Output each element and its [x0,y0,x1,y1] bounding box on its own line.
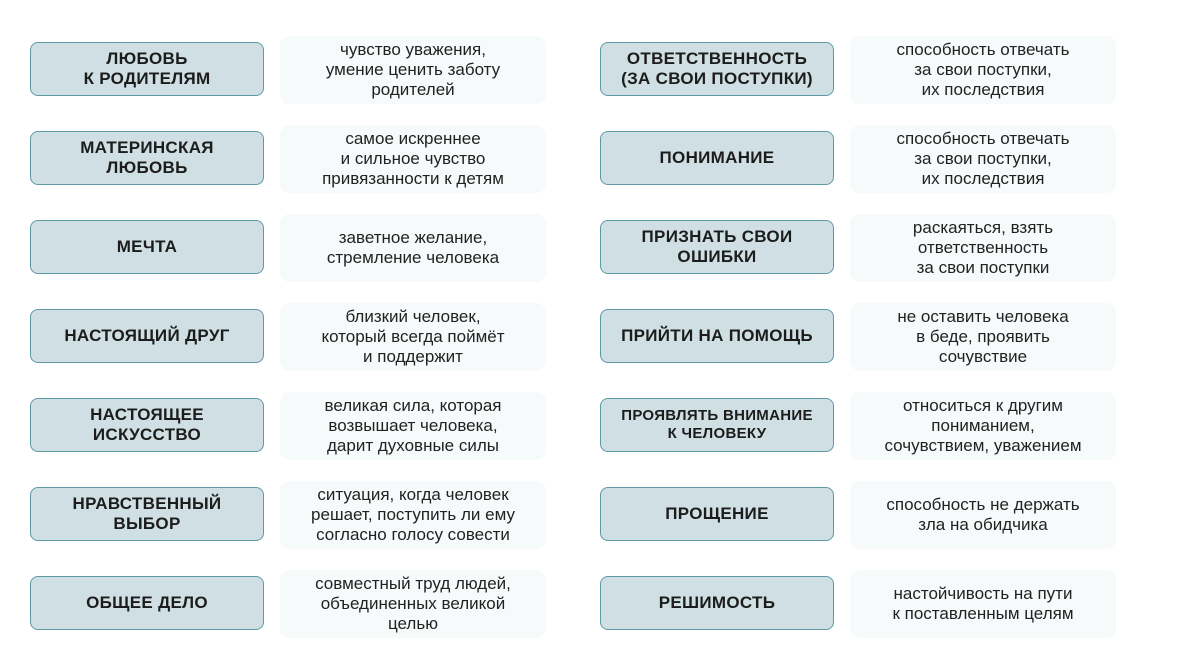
term-card [30,131,264,185]
term-card [600,398,834,452]
definition-text: совместный труд людей, объединенных великой целью [315,574,511,633]
term-card [30,42,264,96]
definition-card [850,392,1116,460]
definition-text: близкий человек, который всегда поймёт и поддержит [321,307,505,366]
term-card [600,220,834,274]
definition-card [280,481,546,549]
definition-text: раскаяться, взять ответственность за свои поступки [912,218,1054,277]
term-card [30,576,264,630]
definition-text: великая сила, которая возвышает человека, дарит духовные силы [324,396,502,455]
definition-card [850,214,1116,282]
definition-text: заветное желание, стремление человека [326,228,500,267]
term-card [600,131,834,185]
definition-card [850,303,1116,371]
term-label: ПОНИМАНИЕ [659,148,775,167]
term-card [30,309,264,363]
definition-text: способность не держать зла на обидчика [886,495,1080,534]
term-label: ПРИЗНАТЬ СВОИ ОШИБКИ [641,227,793,266]
definition-text: чувство уважения, умение ценить заботу родителей [325,40,501,99]
term-label: ПРИЙТИ НА ПОМОЩЬ [621,326,813,345]
term-card [30,220,264,274]
term-label: ОБЩЕЕ ДЕЛО [86,593,208,612]
definition-text: способность отвечать за свои поступки, их последствия [896,129,1070,188]
term-label: РЕШИМОСТЬ [658,593,776,612]
definition-card [280,125,546,193]
definition-card [850,125,1116,193]
term-label: НАСТОЯЩИЙ ДРУГ [64,326,230,345]
term-card [600,576,834,630]
term-card [30,487,264,541]
term-label: ЛЮБОВЬ К РОДИТЕЛЯМ [83,49,211,88]
term-label: НРАВСТВЕННЫЙ ВЫБОР [72,494,222,533]
term-label: ОТВЕТСТВЕННОСТЬ (ЗА СВОИ ПОСТУПКИ) [621,49,813,88]
definition-text: настойчивость на пути к поставленным целям [892,584,1074,623]
definition-text: относиться к другим пониманием, сочувствием, уважением [884,396,1082,455]
definition-card [850,570,1116,638]
term-label: ПРОЯВЛЯТЬ ВНИМАНИЕ К ЧЕЛОВЕКУ [621,407,813,442]
definition-card [280,570,546,638]
term-label: МАТЕРИНСКАЯ ЛЮБОВЬ [80,138,214,177]
term-card [600,309,834,363]
term-label: МЕЧТА [116,237,178,256]
definition-text: самое искреннее и сильное чувство привязанности к детям [322,129,504,188]
definition-text: способность отвечать за свои поступки, их последствия [896,40,1070,99]
term-label: ПРОЩЕНИЕ [665,504,769,523]
definition-text: ситуация, когда человек решает, поступить ли ему согласно голосу совести [311,485,515,544]
definition-card [280,214,546,282]
definition-card [280,392,546,460]
term-label: НАСТОЯЩЕЕ ИСКУССТВО [90,405,204,444]
term-card [30,398,264,452]
definition-card [280,36,546,104]
definition-card [280,303,546,371]
definition-card [850,36,1116,104]
term-card [600,487,834,541]
definition-card [850,481,1116,549]
term-card [600,42,834,96]
definition-text: не оставить человека в беде, проявить сочувствие [897,307,1069,366]
